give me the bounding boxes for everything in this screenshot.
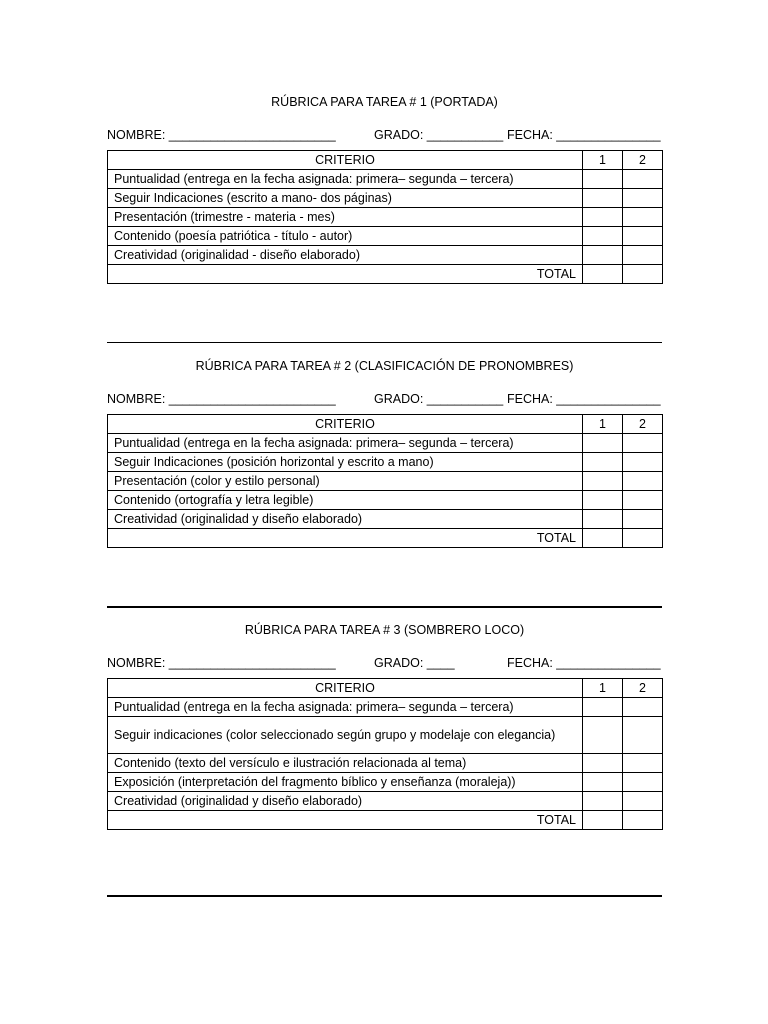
score-1-cell (583, 491, 623, 510)
score-2-cell (623, 491, 663, 510)
criterion-cell: Presentación (color y estilo personal) (108, 472, 583, 491)
score-2-cell (623, 170, 663, 189)
rubric-title: RÚBRICA PARA TAREA # 3 (SOMBRERO LOCO) (244, 623, 525, 637)
rubric-table (107, 150, 663, 284)
total-1-cell (583, 529, 623, 548)
total-row (108, 265, 663, 284)
criterion-cell: Contenido (texto del versículo e ilustración relacionada al tema) (108, 754, 583, 773)
score-2-cell (623, 698, 663, 717)
score-1-cell (583, 773, 623, 792)
score-1-header: 1 (583, 151, 623, 170)
total-2-cell (623, 265, 663, 284)
total-row (108, 529, 663, 548)
table-row (108, 227, 663, 246)
table-row (108, 453, 663, 472)
criterion-cell: Contenido (poesía patriótica - título - autor) (108, 227, 583, 246)
table-row (108, 246, 663, 265)
grado-field: GRADO: ___________ (374, 128, 504, 142)
table-row (108, 698, 663, 717)
criterion-cell: Exposición (interpretación del fragmento bíblico y enseñanza (moraleja)) (108, 773, 583, 792)
score-1-cell (583, 246, 623, 265)
fecha-field: FECHA: _______________ (507, 128, 661, 142)
score-1-cell (583, 453, 623, 472)
table-row (108, 491, 663, 510)
total-1-cell (583, 811, 623, 830)
rubric-title: RÚBRICA PARA TAREA # 1 (PORTADA) (271, 95, 498, 109)
total-2-cell (623, 529, 663, 548)
criterion-cell: Creatividad (originalidad y diseño elaborado) (108, 792, 583, 811)
score-1-cell (583, 227, 623, 246)
table-row (108, 717, 663, 754)
grado-field: GRADO: ____ (374, 656, 455, 670)
criterion-cell: Presentación (trimestre - materia - mes) (108, 208, 583, 227)
grado-field: GRADO: ___________ (374, 392, 504, 406)
criterion-cell: Seguir indicaciones (color seleccionado según grupo y modelaje con elegancia) (108, 717, 583, 754)
criterio-header: CRITERIO (108, 151, 583, 170)
header-row (108, 679, 663, 698)
nombre-field: NOMBRE: ________________________ (107, 392, 336, 406)
criterion-cell: Creatividad (originalidad y diseño elaborado) (108, 510, 583, 529)
table-row (108, 792, 663, 811)
table-row (108, 434, 663, 453)
total-2-cell (623, 811, 663, 830)
table-row (108, 189, 663, 208)
score-1-cell (583, 189, 623, 208)
score-1-cell (583, 472, 623, 491)
divider-line (107, 606, 662, 608)
score-2-header: 2 (623, 679, 663, 698)
divider-line (107, 342, 662, 343)
table-row (108, 472, 663, 491)
nombre-field: NOMBRE: ________________________ (107, 656, 336, 670)
score-2-cell (623, 189, 663, 208)
student-fields (107, 391, 662, 407)
table-row (108, 170, 663, 189)
score-1-cell (583, 170, 623, 189)
criterion-cell: Puntualidad (entrega en la fecha asignada: primera– segunda – tercera) (108, 698, 583, 717)
criterio-header: CRITERIO (108, 679, 583, 698)
student-fields (107, 655, 662, 671)
total-label: TOTAL (108, 265, 583, 284)
criterion-cell: Puntualidad (entrega en la fecha asignada: primera– segunda – tercera) (108, 434, 583, 453)
criterion-cell: Contenido (ortografía y letra legible) (108, 491, 583, 510)
rubric-1 (107, 94, 662, 284)
divider-line (107, 895, 662, 897)
criterio-header: CRITERIO (108, 415, 583, 434)
score-2-cell (623, 434, 663, 453)
table-row (108, 754, 663, 773)
header-row (108, 415, 663, 434)
rubric-title: RÚBRICA PARA TAREA # 2 (CLASIFICACIÓN DE PRONOMBRES) (195, 359, 574, 373)
total-row (108, 811, 663, 830)
score-1-cell (583, 717, 623, 754)
total-1-cell (583, 265, 623, 284)
score-2-cell (623, 246, 663, 265)
rubric-table (107, 414, 663, 548)
header-row (108, 151, 663, 170)
score-2-header: 2 (623, 415, 663, 434)
score-1-cell (583, 792, 623, 811)
score-2-cell (623, 472, 663, 491)
score-2-cell (623, 227, 663, 246)
score-2-cell (623, 453, 663, 472)
table-row (108, 510, 663, 529)
criterion-cell: Seguir Indicaciones (posición horizontal y escrito a mano) (108, 453, 583, 472)
score-1-cell (583, 698, 623, 717)
total-label: TOTAL (108, 811, 583, 830)
score-2-cell (623, 208, 663, 227)
criterion-cell: Puntualidad (entrega en la fecha asignada: primera– segunda – tercera) (108, 170, 583, 189)
rubric-table (107, 678, 663, 830)
score-1-cell (583, 208, 623, 227)
score-1-cell (583, 510, 623, 529)
score-2-cell (623, 717, 663, 754)
rubric-2 (107, 358, 662, 548)
score-2-header: 2 (623, 151, 663, 170)
score-1-cell (583, 434, 623, 453)
criterion-cell: Creatividad (originalidad - diseño elaborado) (108, 246, 583, 265)
score-2-cell (623, 754, 663, 773)
nombre-field: NOMBRE: ________________________ (107, 128, 336, 142)
table-row (108, 773, 663, 792)
fecha-field: FECHA: _______________ (507, 392, 661, 406)
score-1-header: 1 (583, 415, 623, 434)
fecha-field: FECHA: _______________ (507, 656, 661, 670)
score-2-cell (623, 773, 663, 792)
rubric-3 (107, 622, 662, 830)
student-fields (107, 127, 662, 143)
total-label: TOTAL (108, 529, 583, 548)
score-1-header: 1 (583, 679, 623, 698)
table-row (108, 208, 663, 227)
score-1-cell (583, 754, 623, 773)
criterion-cell: Seguir Indicaciones (escrito a mano- dos páginas) (108, 189, 583, 208)
score-2-cell (623, 510, 663, 529)
score-2-cell (623, 792, 663, 811)
